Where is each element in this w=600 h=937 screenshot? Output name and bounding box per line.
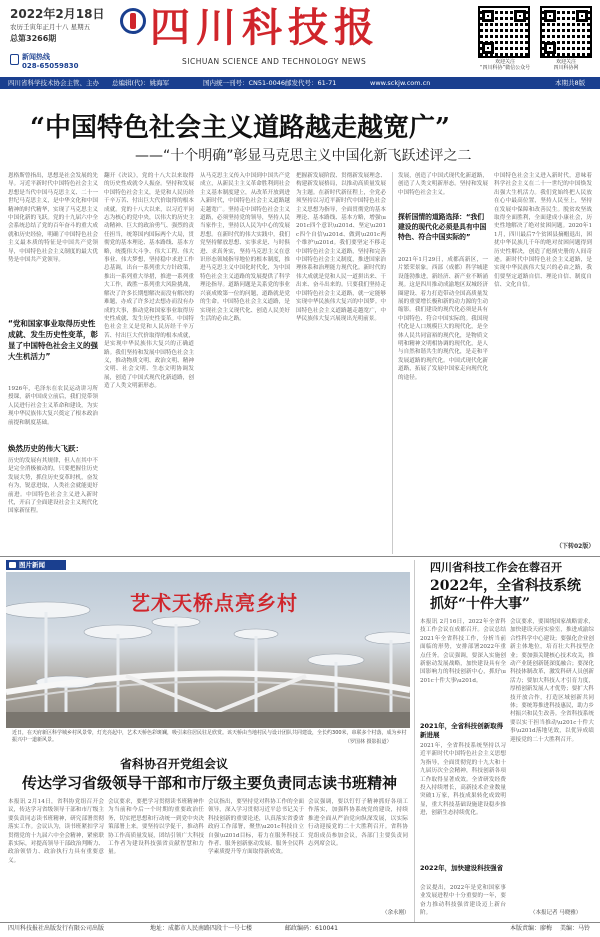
- right-sub-1: 2021年，全省科技创新取得新进展: [420, 722, 504, 739]
- right-headline-2: 2022年，全省科技系统: [430, 578, 581, 594]
- info-bar: [0, 77, 600, 89]
- camera-icon: [9, 562, 16, 568]
- lead-body-col2: 翻开《决议》，党的十八大以来取得的历史性成就令人振奋。坚持和发展中国特色社会主义，是党和人民历经千辛万苦、付出巨大代价取得的根本成就。党的十八大以来，以习近平同志为核心的党中央，以伟大的历史主动精神、巨大的政治勇气、强烈的责任担当，统筹国内国际两个大局，贯彻党的基本理论、基本路线、基本方略，统揽伟大斗争、伟大工程、伟大事业、伟大梦想，坚持稳中求进工作总基调，出台一系列重大方针政策，推出一系列重大举措，推进一系列重大工作，战胜一系列重大风险挑战，解决了许多长期想解决而没有解决的难题，办成了许多过去想办而没有办成的大事，推动党和国家事业取得历史性成就、发生历史性变革。中国特色社会主义是党和人民历经千辛万苦、付出巨大代价取得的根本成就，是实现中华民族伟大复兴的正确道路。我们坚持和发展中国特色社会主义，推动物质文明、政治文明、精神文明、社会文明、生态文明协调发展，创造了中国式现代化新道路，创造了人类文明新形态。: [104, 173, 194, 390]
- right-sub-2: 2022年，加快建设科技强省: [420, 864, 504, 872]
- bottom-headline: 传达学习省级领导干部和市厅级主要负责同志读书班精神: [22, 774, 398, 792]
- lead-divider: [392, 172, 393, 554]
- footer-designer: 美编：马铃: [560, 925, 591, 932]
- photo-section-label: 图片新闻: [19, 561, 45, 569]
- hotline-label: 新闻热线: [22, 53, 50, 61]
- info-cn: 国内统一刊号：CN51-0046: [203, 79, 286, 87]
- lead-body-col6: 中国特色社会主义进入新时代，意味着科学社会主义在二十一世纪的中国焕发出强大生机活力。我们党始终把人民放在心中最高位置，坚持人民至上，坚持在发展中保障和改善民生。脱贫攻坚战取得全面胜利，全面建成小康社会，历史性地解决了绝对贫困问题。2020年11月，四川最后7个贫困县摘帽退出，困扰中华民族几千年的绝对贫困问题得到历史性解决，创造了彪炳史册的人间奇迹。新时代中国特色社会主义道路，是实现中华民族伟大复兴的必由之路，我们要坚定道路自信、理论自信、制度自信、文化自信。: [494, 173, 592, 289]
- footer-rule: [0, 922, 600, 923]
- footer-postcode: 邮政编码：610041: [285, 925, 338, 932]
- right-body-col1c: 会议提出，2022年是党和国家事业发展进程中十分重要的一年，要奋力推动科技强省建设迈上新台阶。: [420, 885, 506, 917]
- masthead-title: 四川科技报: [150, 4, 380, 51]
- footer-publisher: 四川科技报社出版发行有限公司出版: [8, 925, 105, 932]
- lead-body-col1c: 历史的发展有其规律，但人在其中不是完全消极被动的，只要把握住历史发展大势，抓住历史变革时机，奋发有为，锐意进取，人类社会就能更好前进。中国特色社会主义进入新时代，开启了全面建设社会主义现代化国家新征程。: [8, 458, 98, 515]
- lunar-date: 农历壬寅年正月十八 星期五: [10, 23, 91, 31]
- info-editor: 总编辑(代)：姚海军: [112, 79, 170, 87]
- lead-side-head2: 焕然历史的伟大飞跃：: [8, 444, 83, 453]
- bottom-body-col4: 会议强调，要以钉钉子精神抓好各项工作落实，加强科协系统党的建设，持续推进全面从严治党向纵深发展，以实际行动迎接党的二十大胜利召开。省科协党组成员参加会议，各部门主要负责同志列席会议。: [308, 799, 408, 848]
- bottom-body-col3: 会议指出，要坚持党对科协工作的全面领导，深入学习贯彻习近平总书记关于科技创新的重要论述，认真落实省委省政府工作部署，聚焦\u201c科技自立自强\u201d目标，着力在服务科技工作者、服务创新驱动发展、服务全民科学素质提升等方面取得新成效。: [208, 799, 304, 856]
- lead-body-col5b: 2021年1月29日，成都高新区，一片繁荣景象。西部（成都）科学城建设蓬勃推进，新经济、新产业不断涌现。这是四川推动成渝地区双城经济圈建设、着力打造带动全国高质量发展的重要增长极和新的动力源的生动缩影。我们建设的现代化必须是具有中国特色、符合中国实际的。我国现代化是人口规模巨大的现代化，是全体人民共同富裕的现代化，是物质文明和精神文明相协调的现代化，是人与自然和谐共生的现代化，是走和平发展道路的现代化。中国式现代化新道路，拓展了发展中国家走向现代化的途径。: [398, 257, 488, 381]
- hotline-number: 028-65059830: [22, 62, 79, 70]
- qr-code-wechat: [478, 6, 530, 58]
- lead-subhead: ——“十个明确”彰显马克思主义中国化新飞跃述评之二: [135, 148, 472, 164]
- photo-title: 艺术天桥点亮乡村: [130, 591, 298, 615]
- lead-headline: “中国特色社会主义道路越走越宽广”: [30, 113, 450, 143]
- qr-code-website: [540, 6, 592, 58]
- lead-body-col5a: 发展，创造了中国式现代化新道路，创造了人类文明新形态。坚持和发展中国特色社会主义。: [398, 173, 488, 196]
- lead-body-col4: 把握新发展阶段、贯彻新发展理念、构建新发展格局，以推动高质量发展为主题。在新时代新征程上，全党必须坚持以习近平新时代中国特色社会主义思想为指导，全面贯彻党的基本理论、基本路线、基本方略，增强\u201c四个意识\u201d、坚定\u201c四个自信\u201d、做到\u201c两个维护\u201d。我们要坚定不移走中国特色社会主义道路，坚持和完善中国特色社会主义制度，推进国家治理体系和治理能力现代化。新时代的伟大成就是党和人民一道拼出来、干出来、奋斗出来的。只要我们坚持走中国特色社会主义道路，就一定能够实现中华民族伟大复兴的中国梦。中国特色社会主义道路越走越宽广，中华民族伟大复兴展现出光明前景。: [296, 173, 386, 322]
- footer-address: 地址：成都市人民南路四段十一号七楼: [150, 925, 253, 932]
- phone-icon: [10, 54, 19, 65]
- info-url[interactable]: www.sckjw.com.cn: [370, 79, 431, 87]
- issue-number: 总第3266期: [10, 34, 57, 43]
- photo-caption: 近日，在天府新区科学城乡村风景带，灯光亮起中，艺术天桥色彩斑斓，吸引来往居民驻足欣赏。该天桥由当地村民与设计团队共同建设，全长约300米，串联多个村落，成为乡村振兴中一道新风景。: [12, 730, 407, 743]
- footer-editor: 本版责编：廖梅: [510, 925, 553, 932]
- bottom-byline: （余永刚）: [382, 910, 410, 916]
- photo-section-tag: [6, 560, 66, 570]
- info-sponsor: 四川省科学技术协会主管、主办: [8, 79, 99, 87]
- info-post: 邮发代号：61-71: [285, 79, 337, 87]
- logo-emblem-icon: [120, 8, 146, 34]
- bottom-body-col2: 会议要求，要把学习贯彻读书班精神作为当前和今后一个时期的重要政治任务，切实把思想和行动统一到党中央决策部署上来。要坚持以学促干，推动科协工作高质量发展，团结引领广大科技工作者为建设科技强省贡献智慧和力量。: [108, 799, 204, 856]
- photo-credit: （罗国林 摄影报道）: [345, 739, 392, 745]
- lead-right-head: 探析国情的道路选择：“我们建设的现代化必须是具有中国特色、符合中国实际的”: [398, 213, 487, 241]
- issue-date: 2022年2月18日: [10, 7, 105, 21]
- qr-caption-website: 欢迎关注 四川科协网: [553, 59, 579, 71]
- masthead-title-en: SICHUAN SCIENCE AND TECHNOLOGY NEWS: [182, 57, 367, 66]
- right-body-col2: 会议要求，要围绕国家战略需求，加快建设天府实验室，推进成渝综合性科学中心建设；要强化企业创新主体地位，培育壮大科技型企业；要加强关键核心技术攻关，推动产业链创新链深度融合；要深化科技体制改革，激发科研人员创新活力；要加大科技人才引育力度，厚植创新发展人才优势；要扩大科技开放合作，打造区域创新共同体；要统筹推进科技惠民，助力乡村振兴和民生改善。全省科技系统要以实干担当推动\u201c十件大事\u201d落地见效，以优异成绩迎接党的二十大胜利召开。: [510, 619, 594, 743]
- lead-bottom-rule: [0, 556, 600, 557]
- bottom-body-col1: 本报讯 2月14日，省科协党组召开会议，传达学习省级领导干部和市厅级主要负责同志读书班精神，研究部署贯彻落实工作。会议认为，读书班紧扣学习贯彻党的十九届六中全会精神，紧密联系实际，对提高领导干部政治判断力、政治领悟力、政治执行力具有重要意义。: [8, 799, 104, 864]
- lead-body-col3: 从马克思主义传入中国到中国共产党成立，从新民主主义革命胜利到社会主义基本制度建立，从改革开放到进入新时代，中国特色社会主义道路越走越宽广。坚持走中国特色社会主义道路，必须坚持党的领导，坚持人民当家作主，坚持以人民为中心的发展思想。在新时代的伟大实践中，我们党坚持解放思想、实事求是、与时俱进、求真务实，坚持马克思主义在意识形态领域指导地位的根本制度，推进马克思主义中国化时代化，为中国特色社会主义道路的发展提供了科学理论指导。道路问题是关系党的事业兴衰成败第一位的问题，道路就是党的生命。中国特色社会主义道路，是实现社会主义现代化、创造人民美好生活的必由之路。: [200, 173, 290, 322]
- right-body-col1a: 本报讯 2月16日，2022年全省科技工作会议在成都召开。会议总结2021年全省科技工作，分析当前面临的形势，安排部署2022年重点任务。会议强调，要深入实施创新驱动发展战略，加快建设具有全国影响力的科技创新中心，抓好\u201c十件大事\u201d。: [420, 619, 506, 684]
- right-byline: （本报记者 马晓雅）: [530, 910, 582, 916]
- lead-body-col1: 恩格斯曾指出，思想是社会发展的先导。习近平新时代中国特色社会主义思想是当代中国马克思主义、二十一世纪马克思主义，是中华文化和中国精神的时代精华，实现了马克思主义中国化新的飞跃。党的十九届六中全会系统总结了党的百年奋斗的重大成就和历史经验，明确了中国特色社会主义最本质的特征是中国共产党领导，中国特色社会主义制度的最大优势是中国共产党领导。: [8, 173, 98, 264]
- right-headline-1: 四川省科技工作会在蓉召开: [430, 561, 562, 574]
- right-body-col1b: 2021年，全省科技系统坚持以习近平新时代中国特色社会主义思想为指导，全面贯彻党的十九大和十九届历次全会精神，科技创新各项工作取得显著成效。全省研发经费投入持续增长，高新技术企业数量突破1万家，科技成果转化成效明显，重大科技基础设施建设稳步推进，创新生态持续优化。: [420, 743, 506, 817]
- bottom-kicker: 省科协召开党组会议: [120, 757, 229, 771]
- lead-side-head: “党和国家事业取得历史性成就、发生历史性变革，彰显了中国特色社会主义的强大生机活力”: [8, 319, 98, 361]
- lead-continued: （下转02版）: [556, 543, 595, 550]
- lead-body-col1b: 1926年，毛泽东在农民运动讲习所授课，新中国成立前后，我们党带领人民进行社会主义革命和建设，为实现中华民族伟大复兴奠定了根本政治前提和制度基础。: [8, 386, 98, 426]
- right-story-divider: [414, 560, 415, 922]
- right-headline-3: 抓好“十件大事”: [430, 596, 531, 612]
- info-pages: 本期共8版: [555, 79, 586, 87]
- qr-caption-wechat: 欢迎关注 “四川科协”微信公众号: [479, 59, 531, 71]
